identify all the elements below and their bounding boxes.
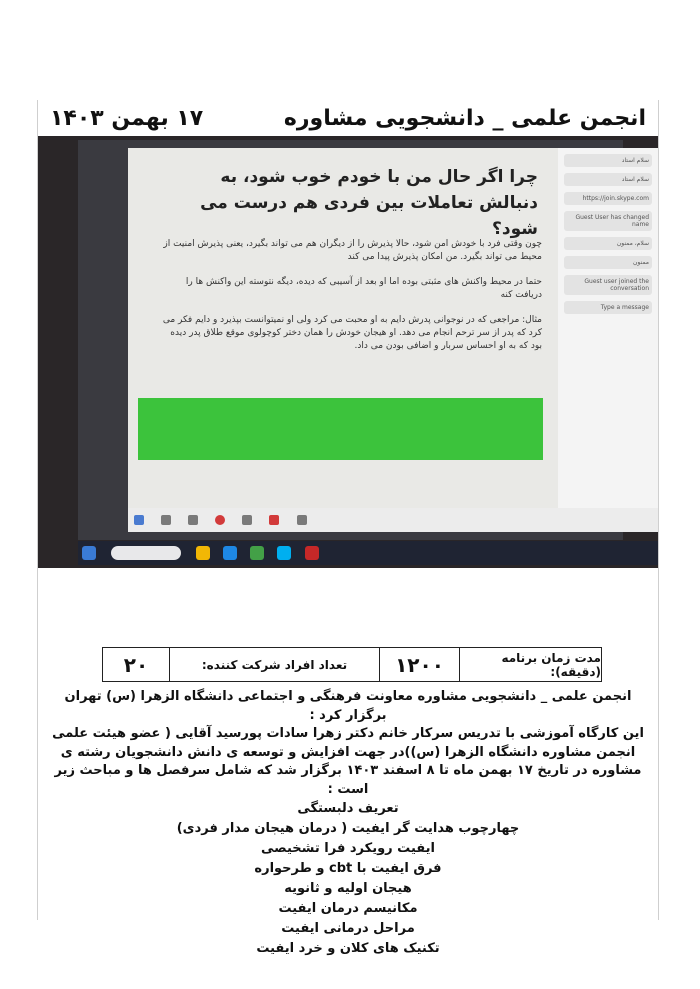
chat-message: سلام، ممنون [564,237,652,250]
mic-icon [161,515,171,525]
highlighted-text-block [138,398,543,460]
event-date: ۱۷ بهمن ۱۴۰۳ [50,105,204,131]
slide-bullet: حتما در محیط واکنش های مثبتی بوده اما او بعد از آسیبی که دیده، دیگه نتوسته این واکنش ها را دریافت کنه [185,277,542,300]
topic-item: مراحل درمانی ایفیت [281,921,415,936]
workshop-screen-photo [38,136,658,568]
duration-value: ۱۲۰۰ [379,648,459,681]
chat-input: Type a message [564,301,652,314]
chat-message: https://join.skype.com [564,192,652,205]
app-icon [305,546,319,560]
chat-message: Guest User has changed name [564,211,652,231]
association-title: انجمن علمی _ دانشجویی مشاوره [283,105,646,131]
participants-label: تعداد افراد شرکت کننده: [169,648,379,681]
participants-value: ۲۰ [123,652,149,677]
end-call-icon [215,515,225,525]
video-icon [134,515,144,525]
report-line: انجمن علمی _ دانشجویی مشاوره معاونت فرهنگی و اجتماعی دانشگاه الزهرا (س) تهران [64,689,632,704]
taskbar-search [111,546,181,560]
slide-bullet: مثال: مراجعی که در نوجوانی پدرش دایم به او محبت می کرد ولی او نمیتوانست بپذیرد و دایم فکر می کرد که پدر از سر ترحم انجام می دهد. او هیجان خودش را همان دختر کوچولوی موقع طلاق پدر دیده بود که به او احساس سربار و اضافی بودن می داد. [162,315,542,351]
program-info-table [102,647,602,682]
report-body [40,688,656,959]
report-line: مشاوره در تاریخ ۱۷ بهمن ماه تا ۸ اسفند ۱۴۰۳ برگزار شد که شامل سرفصل ها و مباحث زیر [54,763,642,778]
chat-message: Guest user joined the conversation [564,275,652,295]
report-line: برگزار کرد : [309,707,387,723]
page-border-right [658,100,659,920]
report-line: انجمن مشاوره دانشگاه الزهرا (س))در جهت افزایش و توسعه ی دانش دانشجویان رشته ی [60,744,636,760]
topic-item: چهارچوب هدایت گر ایفیت ( درمان هیجان مدار فردی) [176,821,520,836]
more-icon [297,515,307,525]
topic-item: مکانیسم درمان ایفیت [278,901,418,916]
topic-list [40,799,656,959]
windows-icon [82,546,96,560]
taskbar [78,541,658,565]
document-header [40,100,656,136]
duration-label: مدت زمان برنامه (دقیقه): [459,648,601,681]
monitor [78,140,649,540]
skype-icon [277,546,291,560]
chat-message: سلام استاد [564,173,652,186]
edge-icon [223,546,237,560]
chat-icon [242,515,252,525]
report-line: است : [327,781,369,797]
topic-item: هیجان اولیه و ثانویه [284,881,412,896]
chrome-icon [250,546,264,560]
folder-icon [196,546,210,560]
topic-item: تکنیک های کلان و خرد ایفیت [256,941,440,956]
topic-item: تعریف دلبستگی [297,801,399,816]
chat-message: سلام استاد [564,154,652,167]
topic-item: فرق ایفیت با cbt و طرحواره [254,861,442,876]
report-line: این کارگاه آموزشی با تدریس سرکار خانم دکتر زهرا سادات پورسید آقایی ( عضو هیئت علمی [52,726,644,741]
slide-heading: چرا اگر حال من با خودم خوب شود، به دنبالش تعاملات بین فردی هم درست می شود؟ [200,167,538,239]
presentation-slide [128,148,558,508]
topic-item: ایفیت رویکرد فرا تشخیصی [261,841,435,856]
chat-message: ممنون [564,256,652,269]
chat-panel [558,148,658,508]
heart-icon [269,515,279,525]
slide-bullets [162,238,542,365]
slide-bullet: چون وقتی فرد با خودش امن شود، حالا پذیرش را از دیگران هم می تواند بگیرد، یعنی پذیرش امنیت از محیط می تواند بگیرد. من امکان پذیرش پیدا می کند [163,239,542,262]
call-toolbar [128,508,658,532]
share-icon [188,515,198,525]
